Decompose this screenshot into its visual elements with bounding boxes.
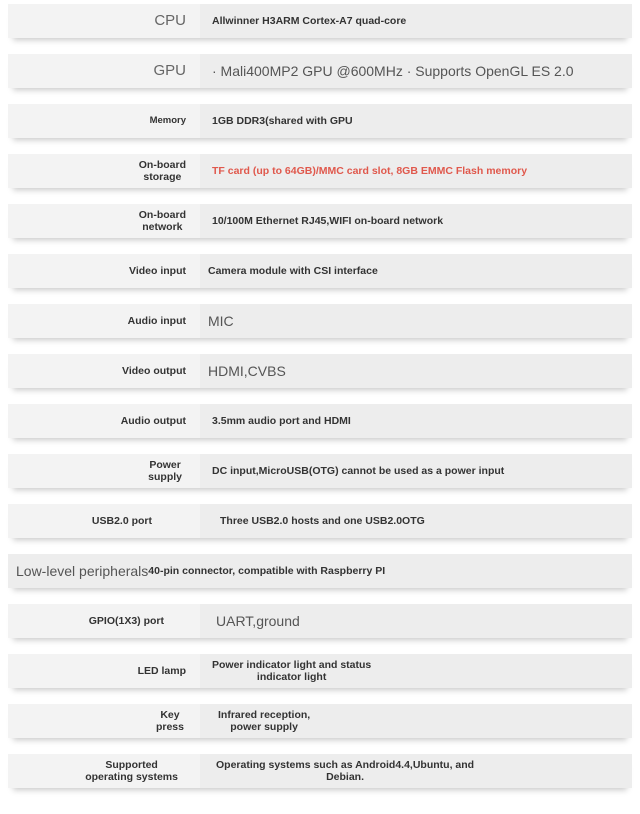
label-line: Key <box>160 709 180 721</box>
spec-row-storage <box>8 154 632 188</box>
label-line: press <box>155 721 184 733</box>
spec-row-audio-input <box>8 304 632 338</box>
spec-value: Camera module with CSI interface <box>208 265 378 277</box>
spec-label: Audio input <box>8 304 200 338</box>
spec-value: · Mali400MP2 GPU @600MHz · Supports OpenGL ES 2.0 <box>212 63 574 79</box>
label-line: On-board <box>138 159 186 171</box>
spec-row-led <box>8 654 632 688</box>
spec-value: Three USB2.0 hosts and one USB2.0OTG <box>220 515 425 527</box>
value-line: Debian. <box>326 771 364 783</box>
spec-label: CPU <box>8 4 200 38</box>
spec-value: DC input,MicroUSB(OTG) cannot be used as a power input <box>212 465 505 477</box>
spec-row-cpu <box>8 4 632 38</box>
value-line: power supply <box>230 721 298 733</box>
spec-row-audio-output <box>8 404 632 438</box>
spec-row-usb <box>8 504 632 538</box>
spec-value <box>200 759 474 783</box>
spec-row-peripherals <box>8 554 632 588</box>
spec-value: Allwinner H3ARM Cortex-A7 quad-core <box>212 15 407 27</box>
spec-row-gpu <box>8 54 632 88</box>
value-line: indicator light <box>256 671 327 683</box>
spec-label: USB2.0 port <box>8 504 200 538</box>
spec-value: UART,ground <box>216 613 300 629</box>
spec-label: LED lamp <box>8 654 200 688</box>
label-line: network <box>142 221 183 233</box>
spec-label: Audio output <box>8 404 200 438</box>
spec-row-key <box>8 704 632 738</box>
label-line: Supported <box>105 759 158 771</box>
spec-row-gpio <box>8 604 632 638</box>
value-line: Power indicator light and status <box>212 659 372 671</box>
label-line: supply <box>148 471 182 483</box>
spec-row-memory <box>8 104 632 138</box>
label-line: On-board <box>138 209 186 221</box>
spec-value: 10/100M Ethernet RJ45,WIFI on-board network <box>212 215 444 227</box>
spec-label <box>8 704 200 738</box>
spec-label: GPIO(1X3) port <box>8 604 200 638</box>
spec-label: Low-level peripherals <box>16 563 149 579</box>
spec-label <box>8 154 200 188</box>
spec-row-power <box>8 454 632 488</box>
spec-label <box>8 454 200 488</box>
spec-value: MIC <box>208 313 234 329</box>
label-line: operating systems <box>85 771 178 783</box>
spec-label: Memory <box>8 104 200 138</box>
spec-label: Video input <box>8 254 200 288</box>
value-line: Infrared reception, <box>218 709 311 721</box>
spec-label: GPU <box>8 54 200 88</box>
spec-row-os <box>8 754 632 788</box>
spec-label <box>8 204 200 238</box>
spec-label: Video output <box>8 354 200 388</box>
spec-value: TF card (up to 64GB)/MMC card slot, 8GB EMMC Flash memory <box>212 165 528 177</box>
spec-label <box>8 754 200 788</box>
spec-value: 1GB DDR3(shared with GPU <box>212 115 353 127</box>
label-line: storage <box>143 171 182 183</box>
spec-row-video-input <box>8 254 632 288</box>
spec-row-network <box>8 204 632 238</box>
spec-row-video-output <box>8 354 632 388</box>
spec-value <box>200 709 310 733</box>
label-line: Power <box>149 459 181 471</box>
spec-value: 40-pin connector, compatible with Raspberry PI <box>148 565 386 577</box>
value-line: Operating systems such as Android4.4,Ubuntu, and <box>216 759 475 771</box>
spec-value <box>200 659 371 683</box>
spec-value: HDMI,CVBS <box>208 363 286 379</box>
spec-value: 3.5mm audio port and HDMI <box>212 415 351 427</box>
